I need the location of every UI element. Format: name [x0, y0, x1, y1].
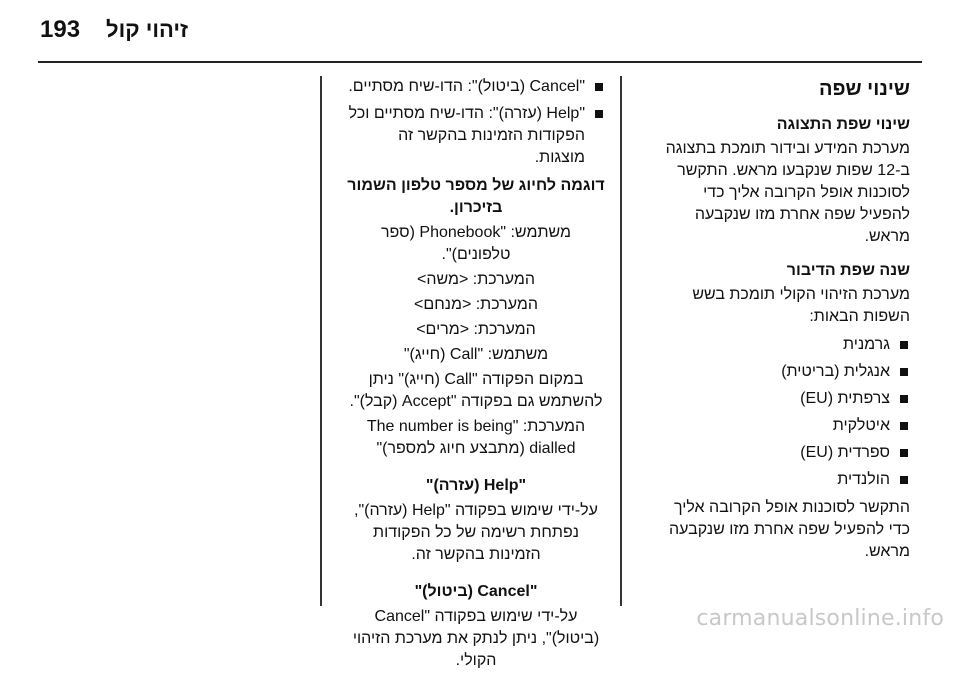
help-text: על-ידי שימוש בפקודה "Help (עזרה)", נפתחת רשימה של כל הפקודות הזמינות בהקשר זה. [354, 502, 598, 563]
cancel-text: על-ידי שימוש בפקודה "Cancel (ביטול)", ניתן לנתק את מערכת הזיהוי הקולי. [352, 608, 600, 669]
dialog-line: משתמש: "Phonebook (ספר טלפונים)". [380, 224, 572, 263]
bullet-icon [595, 110, 603, 118]
bullet-icon [900, 449, 908, 457]
column-divider-right [620, 76, 622, 606]
dialog-line: המערכת: <מנחם> [414, 296, 538, 313]
language-list [650, 334, 910, 491]
bullet-icon [900, 395, 908, 403]
example-title: דוגמה לחיוג של מספר טלפון השמור בזיכרון. [347, 177, 605, 216]
bullet-icon [900, 476, 908, 484]
bullet-icon [900, 341, 908, 349]
list-item: איטלקית [650, 415, 910, 437]
page-header [0, 0, 960, 62]
right-column [650, 76, 910, 569]
speech-language-footer: התקשר לסוכנות אופל הקרובה אליך כדי להפעיל שפה אחרת מזו שנקבעה מראש. [669, 499, 910, 560]
column-divider-left [320, 76, 322, 606]
list-item: אנגלית (בריטית) [650, 361, 910, 383]
list-item: צרפתית (EU) [650, 388, 910, 410]
list-item: "Cancel (ביטול)": הדו-שיח מסתיים. [347, 76, 605, 98]
list-item: "Help (עזרה)": הדו-שיח מסתיים וכל הפקודות הזמינות בהקשר זה מוצגות. [347, 103, 605, 169]
dialog-line: המערכת: "The number is being dialled (מתבצע חיוג למספר)" [366, 418, 586, 457]
display-language-text: מערכת המידע ובידור תומכת בתצוגה ב-12 שפות שנקבעו מראש. התקשר לסוכנות אופל הקרובה אליך כדי להפעיל שפה אחרת מזו שנקבעה מראש. [665, 140, 910, 245]
bullet-icon [900, 368, 908, 376]
display-language-heading: שינוי שפת התצוגה [776, 116, 910, 133]
speech-language-heading: שנה שפת הדיבור [786, 262, 910, 279]
dialog-line: המערכת: <משה> [416, 271, 536, 288]
header-rule [38, 61, 922, 63]
bullet-icon [595, 83, 603, 91]
speech-language-intro: מערכת הזיהוי הקולי תומכת בשש השפות הבאות: [692, 286, 910, 325]
help-heading: "Help (עזרה)" [425, 477, 527, 494]
command-list [347, 76, 605, 169]
bullet-icon [900, 422, 908, 430]
running-title: זיהוי קול [106, 17, 189, 42]
dialog-line: המערכת: <מרים> [416, 321, 536, 338]
page-number: 193 [40, 16, 81, 43]
dialog-line: משתמש: "Call (חייג)" [403, 346, 549, 363]
middle-column [347, 76, 605, 675]
watermark: carmanualsonline.info [696, 606, 944, 631]
cancel-heading: "Cancel (ביטול)" [414, 583, 538, 600]
section-title: שינוי שפה [818, 78, 910, 100]
list-item: ספרדית (EU) [650, 442, 910, 464]
list-item: הולנדית [650, 469, 910, 491]
list-item: גרמנית [650, 334, 910, 356]
dialog-line: במקום הפקודה "Call (חייג)" ניתן להשתמש גם בפקודה "Accept (קבל)". [349, 371, 603, 410]
